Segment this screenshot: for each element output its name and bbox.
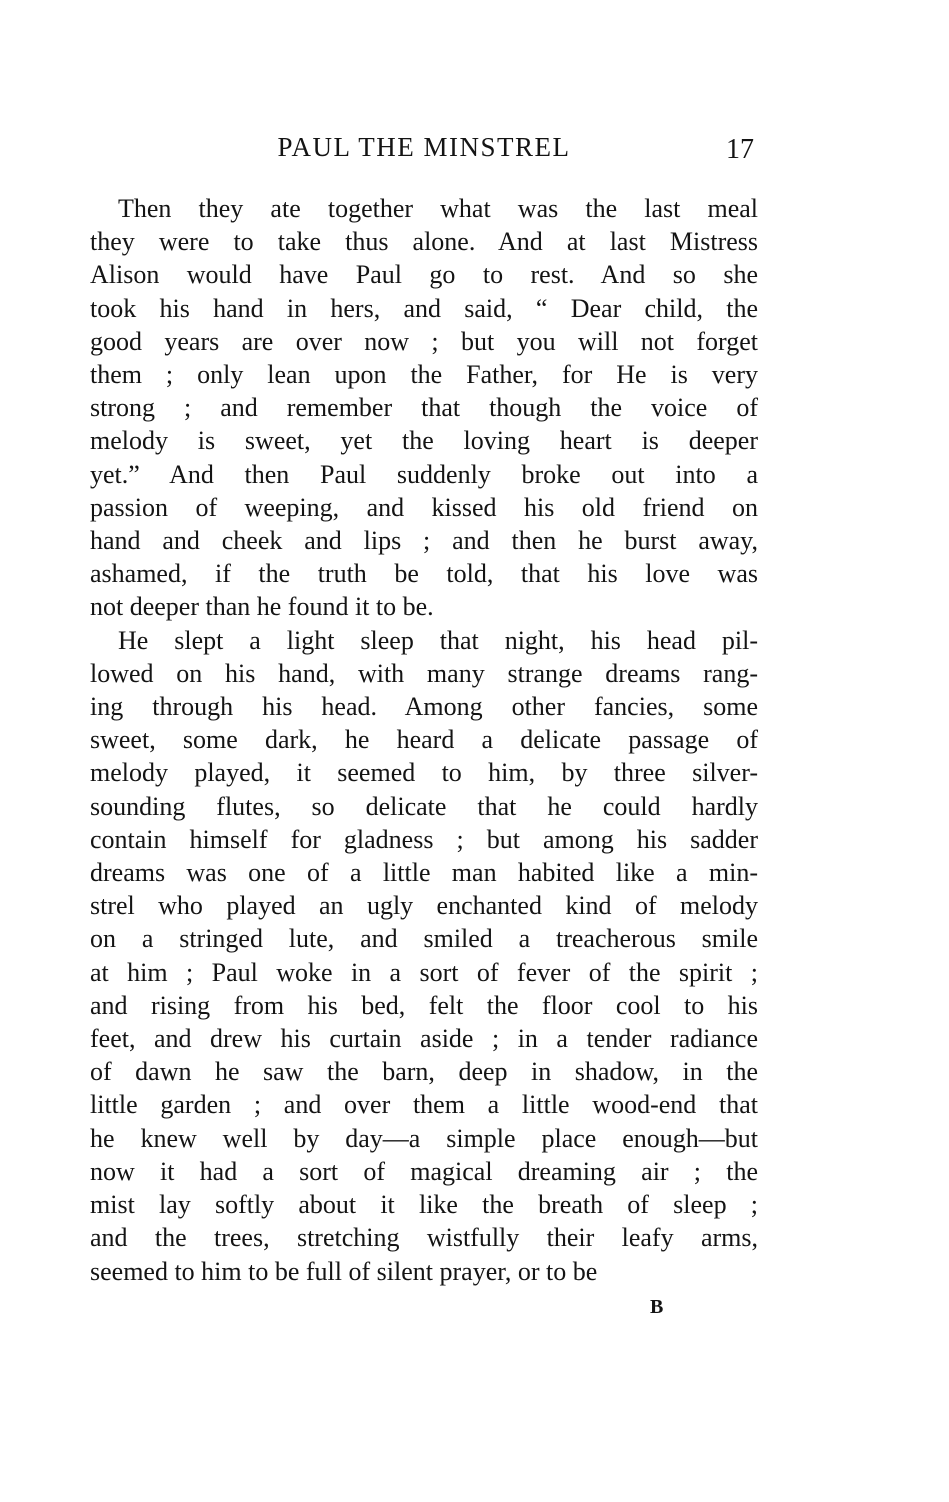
text-line: yet.” And then Paul suddenly broke out into a: [90, 459, 758, 489]
text-line: Alison would have Paul go to rest. And so she: [90, 260, 758, 290]
text-line: on a stringed lute, and smiled a treacherous smile: [90, 924, 758, 954]
body-text: [90, 192, 758, 1288]
text-line: and rising from his bed, felt the floor cool to his: [90, 990, 758, 1020]
text-line: took his hand in hers, and said, “ Dear child, the: [90, 293, 758, 323]
text-line: at him ; Paul woke in a sort of fever of the spirit ;: [90, 957, 758, 987]
text-line: strong ; and remember that though the voice of: [90, 393, 758, 423]
text-line: them ; only lean upon the Father, for He is very: [90, 360, 758, 390]
page-header: [90, 132, 758, 172]
text-line: hand and cheek and lips ; and then he burst away,: [90, 526, 758, 556]
text-line: not deeper than he found it to be.: [90, 592, 434, 622]
text-line: passion of weeping, and kissed his old friend on: [90, 492, 758, 522]
text-line: now it had a sort of magical dreaming air ; the: [90, 1156, 758, 1186]
text-line: lowed on his hand, with many strange dreams rang-: [90, 658, 758, 688]
text-line: feet, and drew his curtain aside ; in a tender radiance: [90, 1024, 758, 1054]
text-line: contain himself for gladness ; but among his sadder: [90, 824, 758, 854]
text-line: of dawn he saw the barn, deep in shadow, in the: [90, 1057, 758, 1087]
text-line: dreams was one of a little man habited like a min-: [90, 858, 758, 888]
signature-mark: B: [650, 1296, 665, 1318]
text-line: ing through his head. Among other fancies, some: [90, 692, 758, 722]
text-line: seemed to him to be full of silent prayer, or to be: [90, 1256, 598, 1286]
text-line: good years are over now ; but you will not forget: [90, 326, 758, 356]
page-number: 17: [726, 134, 754, 165]
running-title: PAUL THE MINSTREL: [277, 132, 571, 162]
text-line: sounding flutes, so delicate that he could hardly: [90, 791, 758, 821]
text-line: ashamed, if the truth be told, that his love was: [90, 559, 758, 589]
text-line: Then they ate together what was the last meal: [118, 194, 758, 223]
text-line: melody played, it seemed to him, by three silver-: [90, 758, 758, 788]
text-line: sweet, some dark, he heard a delicate passage of: [90, 725, 758, 755]
paragraph-2: [90, 624, 758, 1288]
text-line: and the trees, stretching wistfully their leafy arms,: [90, 1223, 758, 1253]
paragraph-1: [90, 192, 758, 624]
text-line: he knew well by day—a simple place enough—but: [90, 1123, 758, 1153]
text-line: mist lay softly about it like the breath of sleep ;: [90, 1190, 758, 1220]
text-line: little garden ; and over them a little wood-end that: [90, 1090, 758, 1120]
text-line: strel who played an ugly enchanted kind of melody: [90, 891, 758, 921]
text-line: He slept a light sleep that night, his head pil-: [118, 625, 758, 655]
text-line: melody is sweet, yet the loving heart is deeper: [90, 426, 758, 456]
text-line: they were to take thus alone. And at last Mistress: [90, 227, 758, 257]
